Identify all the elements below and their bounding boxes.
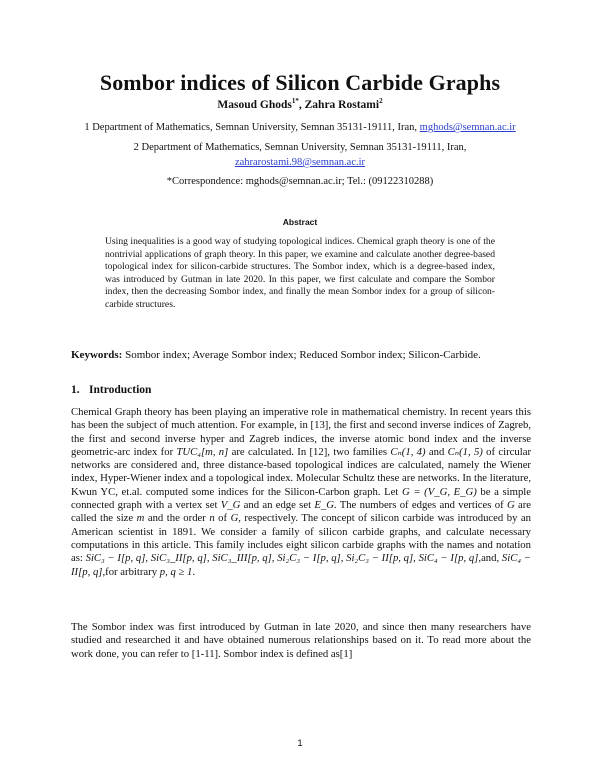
author-1: Masoud Ghods	[217, 98, 292, 111]
text-run: ,and,	[478, 552, 502, 565]
section-title: Introduction	[89, 384, 152, 396]
affiliation-1-text: 1 Department of Mathematics, Semnan University, Semnan 35131-19111, Iran,	[84, 122, 420, 133]
math-run: SiC₃ − I[p, q], SiC₃_II[p, q], SiC₃_III[p, q], Si₂C₃ − I[p, q], Si₂C₃ − II[p, q], SiC₄ − I[p, q]	[85, 552, 479, 565]
email-link-1[interactable]: mghods@semnan.ac.ir	[419, 122, 516, 133]
introduction-paragraph-1	[71, 406, 531, 579]
math-run: G = (V_G, E_G)	[401, 485, 477, 498]
text-run: be a simple connected graph with a vertex set	[71, 485, 531, 512]
text-run: .	[192, 565, 196, 578]
keywords-line	[71, 349, 541, 361]
math-run: Cₙ(1, 4)	[390, 445, 426, 458]
email-link-2[interactable]: zahrarostami.98@semnan.ac.ir	[234, 157, 366, 168]
author-separator: ,	[298, 98, 305, 111]
text-run: and an edge set	[240, 499, 315, 512]
affiliation-2-text: 2 Department of Mathematics, Semnan University, Semnan 35131-19111, Iran,	[133, 142, 467, 153]
math-run: m	[136, 512, 145, 525]
math-run: n	[209, 512, 215, 525]
author-2-superscript: 2	[379, 97, 383, 105]
section-number: 1.	[71, 384, 80, 396]
math-run: p, q ≥ 1	[159, 565, 193, 578]
text-run: Chemical Graph theory has been playing an imperative role in mathematical chemistry. In recent years this has been the subject of much attention. For example, in [13], the first and second inverse indices of Zagreb, the first and second inverse hyper and Zagreb indices, the inverse atomic bond index and the inverse geometric-arc index for	[71, 406, 531, 458]
page-number: 1	[297, 738, 303, 749]
math-run: G	[506, 499, 515, 512]
text-run: , respectively. The concept of silicon carbide was introduced by an American scientist in 1891. We consider a family of silicon carbide graphs, and calculate necessary computations in this article. This family includes eight silicon carbide graphs with the names and notation as:	[71, 512, 531, 565]
text-run: . The numbers of edges and vertices of	[333, 499, 507, 512]
author-line	[0, 97, 600, 111]
affiliation-1	[0, 120, 600, 135]
math-run: TUC₄[m, n]	[176, 445, 229, 458]
affiliation-2	[0, 140, 600, 170]
paper-title: Sombor indices of Silicon Carbide Graphs	[99, 70, 501, 95]
text-run: are called the size	[71, 499, 531, 525]
text-run: of circular networks are considered and, three distance-based topological indices are calculated, namely the Wiener index, Hyper-Wiener index and a topological index. Molecular Schultz these are networks. In the literature, Kwun YC, et.al. computed some indices for the Silicon-Carbon graph. Let	[71, 445, 532, 498]
section-heading-introduction	[71, 384, 151, 396]
math-run: E_G	[314, 499, 334, 512]
abstract-body: Using inequalities is a good way of studying topological indices. Chemical graph theory is one of the nontrivial applications of graph theory. In this paper, we examine and calculate another degree-based topological index for silicon-carbide structures. The Sombor index, which is a degree-based index, was introduced by Gutman in late 2020. In this paper, we first calculate and compare the Sombor index, then the decreasing Sombor index, and finally the mean Sombor index for a group of silicon-carbide structures.	[105, 236, 495, 310]
correspondence: *Correspondence: mghods@semnan.ac.ir; Tel.: (09122310288)	[166, 176, 434, 187]
math-run: V_G	[220, 499, 241, 512]
math-run: G	[230, 512, 239, 525]
text-run: and	[425, 445, 448, 458]
text-run: ,for arbitrary	[102, 565, 160, 578]
text-run: are calculated. In [12], two families	[228, 445, 391, 458]
text-run: of	[214, 512, 231, 525]
author-2: Zahra Rostami	[304, 98, 380, 111]
abstract-heading: Abstract	[282, 217, 318, 227]
keywords-text: Sombor index; Average Sombor index; Reduced Sombor index; Silicon-Carbide.	[122, 349, 481, 361]
author-1-superscript: 1*	[291, 97, 299, 105]
math-run: SiC₄ − II[p, q]	[71, 552, 532, 578]
math-run: Cₙ(1, 5)	[447, 445, 483, 458]
introduction-paragraph-2: The Sombor index was first introduced by Gutman in late 2020, and since then many researchers have studied and researched it and have obtained numerous relationships based on it. To read more about the work done, you can refer to [1-11]. Sombor index is defined as[1]	[71, 621, 531, 660]
text-run: and the order	[144, 512, 210, 525]
keywords-label: Keywords:	[71, 349, 123, 361]
